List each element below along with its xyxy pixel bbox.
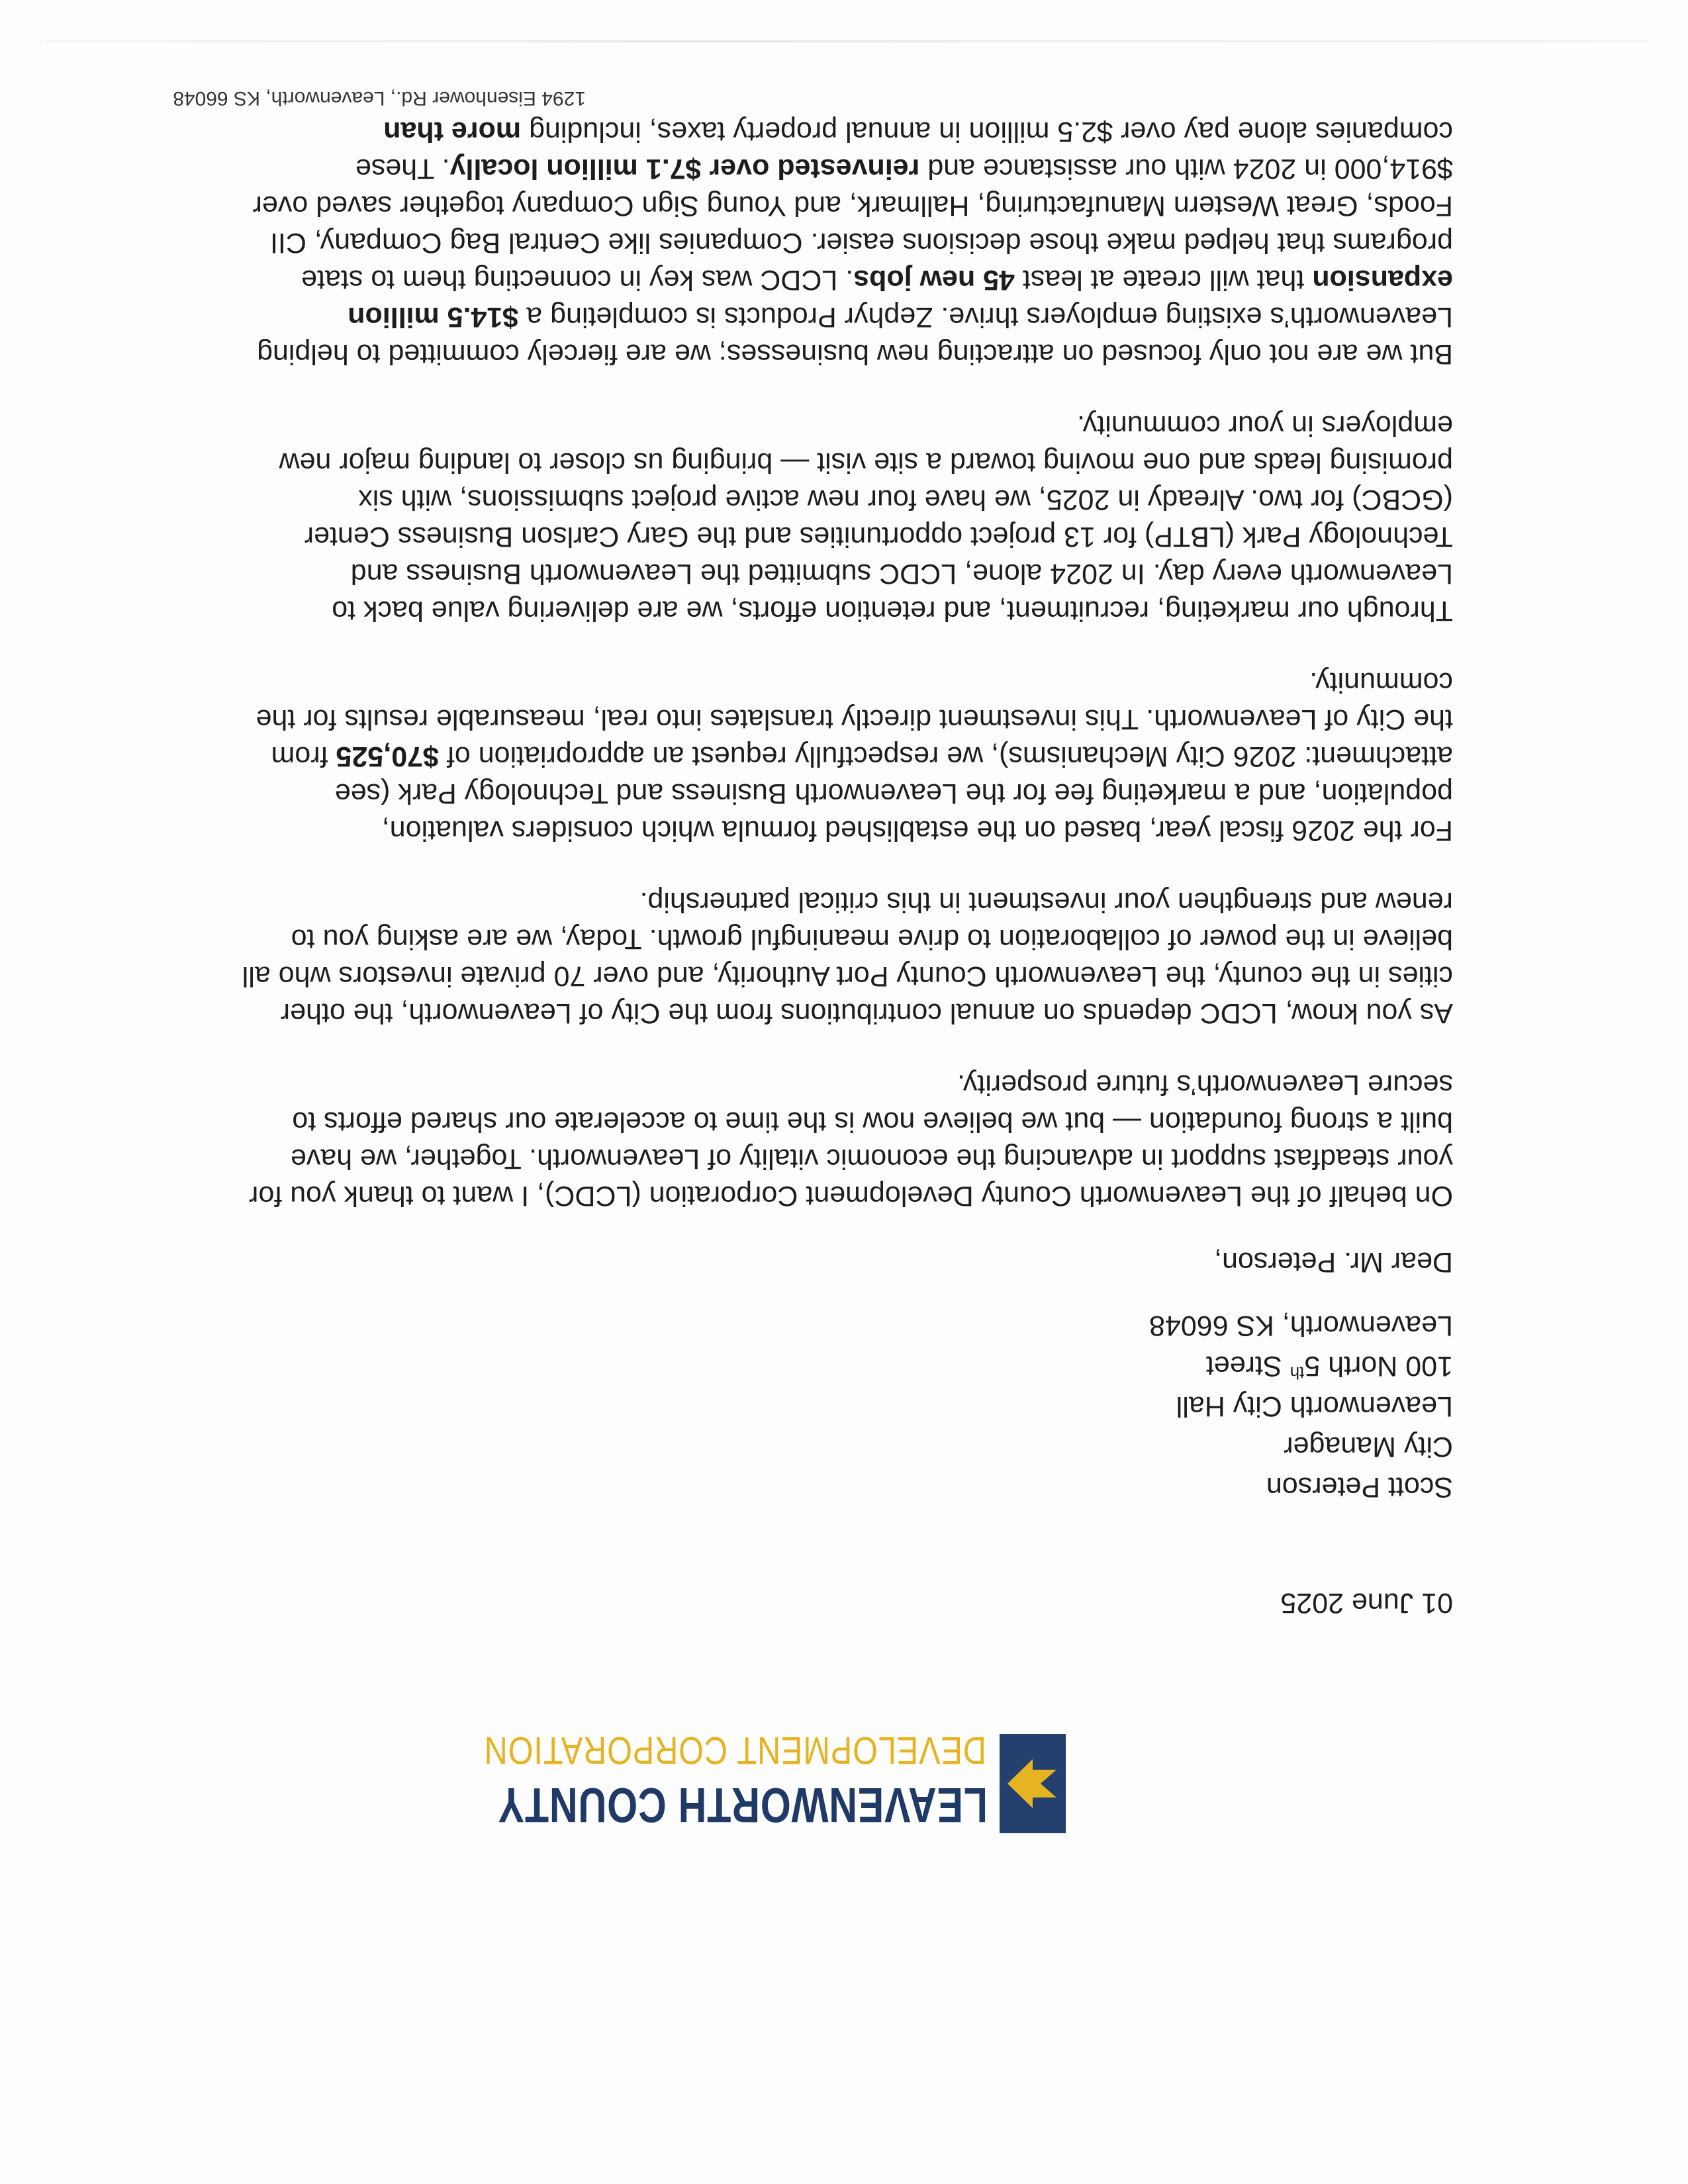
more-than: more than	[383, 116, 522, 148]
recipient-title: City Manager	[1284, 1431, 1453, 1463]
recipient-city: Leavenworth, KS 66048	[1149, 1310, 1453, 1342]
reinvested-amount: reinvested over $7.1 million locally	[449, 153, 920, 185]
lcdc-logo	[483, 1727, 1066, 1833]
arrow-right-icon	[1000, 1734, 1066, 1833]
footer-address: 1294 Eisenhower Rd., Leavenworth, KS 66048	[173, 87, 586, 109]
logo-tagline: DEVELOPMENT CORPORATION	[483, 1729, 986, 1772]
street-suffix: th	[1289, 1363, 1305, 1383]
paragraph-request: For the 2026 fiscal year, based on the established formula which considers valuation, population, and a marketing fee for the Leavenworth Business and Technology Park (see attachment: 2026 City Mechanisms), we respectfully request an appropriation of $70,525 from the City of Leavenworth. This investment directly translates into real, measurable results for the community.	[256, 666, 1453, 846]
expansion-amount: $14.5 million expansion	[348, 264, 1453, 333]
paragraph-thanks: On behalf of the Leavenworth County Development Corporation (LCDC), I want to thank you for your steadfast support in advancing the economic vitality of Leavenworth. Together, we have built a strong foundation — but we believe now is the time to accelerate our shared efforts to secure Leavenworth’s future prosperity.	[249, 1069, 1453, 1212]
scan-edge	[46, 40, 1648, 42]
paragraph-contributions: As you know, LCDC depends on annual contributions from the City of Leavenworth, the other cities in the county, the Leavenworth County Port Authority, and over 70 private investors who all believe in the power of collaboration to drive meaningful growth. Today, we are asking you to renew and strengthen your investment in this critical partnership.	[242, 886, 1453, 1029]
paragraph-existing-employers: But we are not only focused on attracting new businesses; we are fiercely committed to helping Leavenworth’s existing employers thrive. Zephyr Products is completing a $14.5 million expansion that will create at least 45 new jobs. LCDC was key in connecting them to state programs that helped make those decisions easier. Companies like Central Bag Company, CII Foods, Great Western Manufacturing, Hallmark, and Young Sign Company together saved over $914,000 in 2024 with our assistance and reinvested over $7.1 million locally. These companies alone pay over $2.5 million in annual property taxes, including more than	[252, 116, 1453, 370]
street-number: 100 North 5	[1304, 1350, 1453, 1382]
new-jobs: 45 new jobs	[853, 264, 1015, 296]
salutation: Dear Mr. Peterson,	[1214, 1246, 1453, 1278]
recipient-office: Leavenworth City Hall	[1176, 1390, 1453, 1422]
logo-wordmark: LEAVENWORTH COUNTY	[497, 1778, 988, 1833]
paragraph-results: Through our marketing, recruitment, and retention efforts, we are delivering value back to Leavenworth every day. In 2024 alone, LCDC submitted the Leavenworth Business and Technology Park (LBTP) for 13 project opportunities and the Gary Carlson Business Center (GCBC) for two. Already in 2025, we have four new active project submissions, with six promising leads and one moving toward a site visit — bringing us closer to landing major new employers in your community.	[279, 410, 1453, 627]
recipient-address	[1149, 1304, 1453, 1506]
letter-date: 01 June 2025	[1280, 1587, 1453, 1619]
request-amount: $70,525	[336, 741, 439, 772]
recipient-name: Scott Peterson	[1266, 1471, 1453, 1503]
street-name: Street	[1205, 1350, 1290, 1382]
recipient-street	[1149, 1344, 1453, 1385]
letter-body	[235, 79, 1453, 1214]
